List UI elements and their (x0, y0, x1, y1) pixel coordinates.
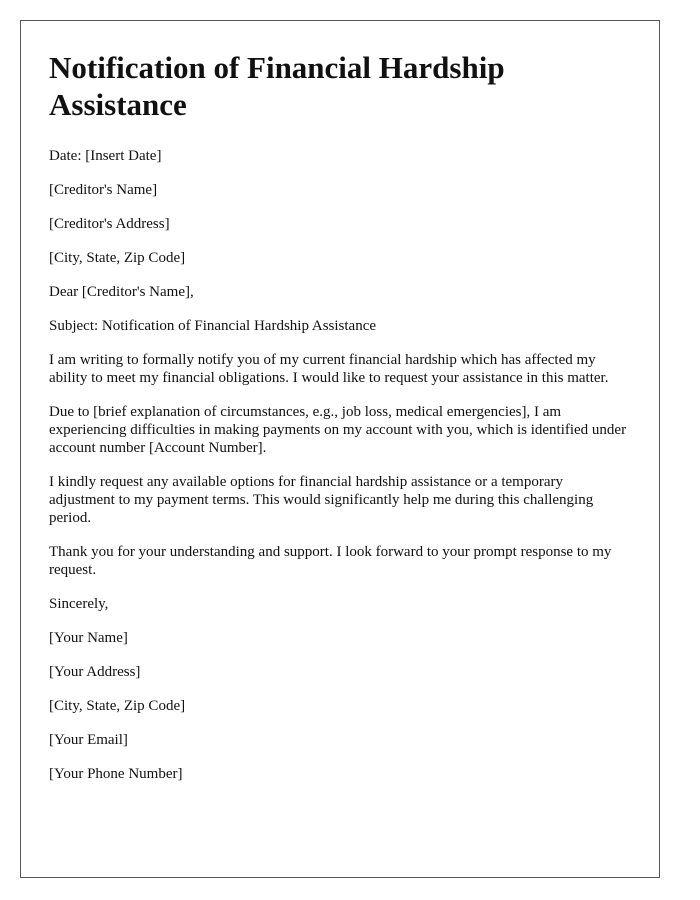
letter-document (20, 20, 660, 878)
subject-line: Subject: Notification of Financial Hardship Assistance (49, 318, 377, 334)
sender-phone: [Your Phone Number] (49, 766, 183, 782)
body-paragraph-1: I am writing to formally notify you of my current financial hardship which has affected my ability to meet my financial obligations. I would like to request your assistance in this matter. (49, 352, 609, 386)
body-paragraph-4: Thank you for your understanding and support. I look forward to your prompt response to my request. (49, 544, 612, 578)
body-paragraph-2: Due to [brief explanation of circumstances, e.g., job loss, medical emergencies], I am experiencing difficulties in making payments on my account with you, which is identified under account number [Account Number]. (49, 404, 627, 456)
closing: Sincerely, (49, 596, 109, 612)
salutation: Dear [Creditor's Name], (49, 284, 194, 300)
creditor-name: [Creditor's Name] (49, 182, 158, 198)
creditor-city-state-zip: [City, State, Zip Code] (49, 250, 186, 266)
date-line: Date: [Insert Date] (49, 148, 162, 164)
letter-title: Notification of Financial Hardship Assistance (49, 50, 505, 122)
sender-address: [Your Address] (49, 664, 141, 680)
body-paragraph-3: I kindly request any available options for financial hardship assistance or a temporary adjustment to my payment terms. This would significantly help me during this challenging period. (49, 474, 594, 526)
sender-name: [Your Name] (49, 630, 128, 646)
sender-email: [Your Email] (49, 732, 128, 748)
creditor-address: [Creditor's Address] (49, 216, 170, 232)
sender-city-state-zip: [City, State, Zip Code] (49, 698, 186, 714)
